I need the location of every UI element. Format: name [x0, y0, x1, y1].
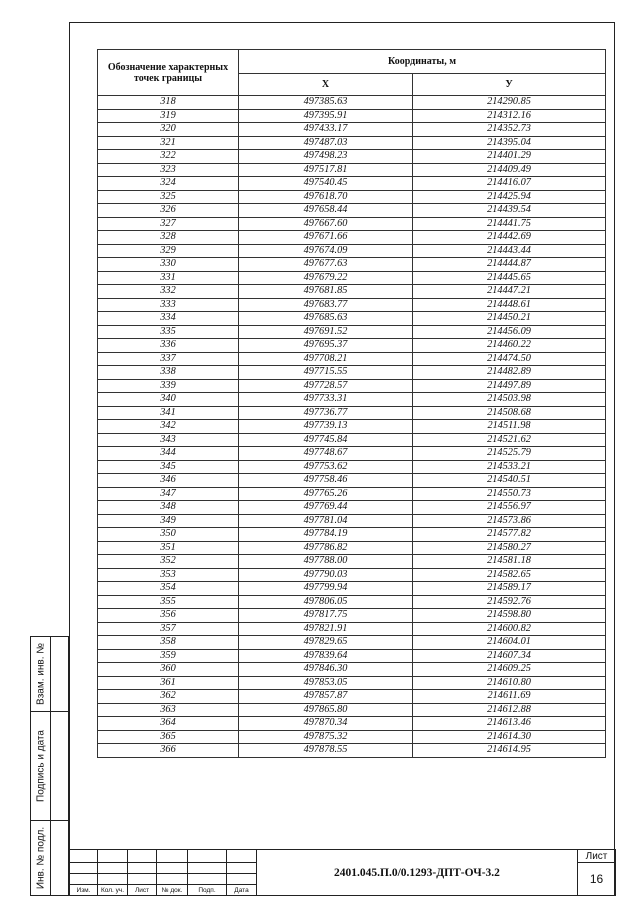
- coord-y: 214525.79: [413, 447, 606, 461]
- coord-y: 214614.95: [413, 744, 606, 758]
- col-n-dok: № док.: [157, 885, 188, 896]
- coord-x: 497790.03: [239, 568, 413, 582]
- table-row: [98, 730, 606, 744]
- point-id: 321: [98, 136, 239, 150]
- coord-y: 214521.62: [413, 433, 606, 447]
- table-row: [98, 541, 606, 555]
- point-id: 346: [98, 474, 239, 488]
- title-block: [69, 849, 616, 896]
- point-id: 363: [98, 703, 239, 717]
- table-row: [98, 420, 606, 434]
- coord-y: 214589.17: [413, 582, 606, 596]
- point-id: 338: [98, 366, 239, 380]
- point-id: 347: [98, 487, 239, 501]
- point-id: 342: [98, 420, 239, 434]
- col-podp: Подп.: [188, 885, 227, 896]
- coordinates-table: [97, 49, 606, 758]
- col-izm: Изм.: [70, 885, 98, 896]
- point-id: 352: [98, 555, 239, 569]
- coord-x: 497395.91: [239, 109, 413, 123]
- coord-y: 214540.51: [413, 474, 606, 488]
- table-row: [98, 649, 606, 663]
- coord-y: 214508.68: [413, 406, 606, 420]
- coord-y: 214482.89: [413, 366, 606, 380]
- point-id: 349: [98, 514, 239, 528]
- document-code: 2401.045.П.0/0.1293-ДПТ-ОЧ-3.2: [257, 850, 578, 896]
- stamp-inv-original-label: Инв. № подл.: [35, 826, 46, 890]
- coord-x: 497728.57: [239, 379, 413, 393]
- coord-x: 497829.65: [239, 636, 413, 650]
- header-coordinates: Координаты, м: [239, 50, 606, 74]
- point-id: 353: [98, 568, 239, 582]
- point-id: 329: [98, 244, 239, 258]
- point-id: 341: [98, 406, 239, 420]
- point-id: 333: [98, 298, 239, 312]
- coord-y: 214604.01: [413, 636, 606, 650]
- coord-x: 497736.77: [239, 406, 413, 420]
- coord-y: 214416.07: [413, 177, 606, 191]
- stamp-inv-original-value: [51, 821, 68, 895]
- point-id: 340: [98, 393, 239, 407]
- coordinates-body: [98, 96, 606, 758]
- coord-x: 497769.44: [239, 501, 413, 515]
- coord-x: 497821.91: [239, 622, 413, 636]
- coord-x: 497695.37: [239, 339, 413, 353]
- col-data: Дата: [227, 885, 257, 896]
- sheet-label: Лист: [578, 850, 616, 863]
- coord-y: 214395.04: [413, 136, 606, 150]
- table-row: [98, 501, 606, 515]
- point-id: 355: [98, 595, 239, 609]
- point-id: 328: [98, 231, 239, 245]
- coord-y: 214439.54: [413, 204, 606, 218]
- point-id: 354: [98, 582, 239, 596]
- table-row: [98, 325, 606, 339]
- table-row: [98, 460, 606, 474]
- coord-x: 497806.05: [239, 595, 413, 609]
- table-row: [98, 447, 606, 461]
- header-point-designation: Обозначение характерных точек границы: [98, 50, 239, 96]
- coord-x: 497733.31: [239, 393, 413, 407]
- point-id: 318: [98, 96, 239, 110]
- coord-x: 497715.55: [239, 366, 413, 380]
- coord-x: 497685.63: [239, 312, 413, 326]
- coord-x: 497839.64: [239, 649, 413, 663]
- point-id: 360: [98, 663, 239, 677]
- table-row: [98, 393, 606, 407]
- table-row: [98, 366, 606, 380]
- table-row: [98, 271, 606, 285]
- point-id: 320: [98, 123, 239, 137]
- point-id: 356: [98, 609, 239, 623]
- coord-x: 497674.09: [239, 244, 413, 258]
- coord-x: 497817.75: [239, 609, 413, 623]
- table-row: [98, 609, 606, 623]
- coord-y: 214580.27: [413, 541, 606, 555]
- table-row: [98, 555, 606, 569]
- coord-y: 214582.65: [413, 568, 606, 582]
- point-id: 358: [98, 636, 239, 650]
- coord-x: 497875.32: [239, 730, 413, 744]
- coord-y: 214614.30: [413, 730, 606, 744]
- coord-y: 214425.94: [413, 190, 606, 204]
- table-row: [98, 190, 606, 204]
- coord-x: 497385.63: [239, 96, 413, 110]
- coord-y: 214609.25: [413, 663, 606, 677]
- coord-x: 497618.70: [239, 190, 413, 204]
- point-id: 339: [98, 379, 239, 393]
- table-row: [98, 433, 606, 447]
- table-row: [98, 528, 606, 542]
- stamp-signature-date-label: Подпись и дата: [35, 730, 46, 802]
- coord-y: 214448.61: [413, 298, 606, 312]
- coord-x: 497677.63: [239, 258, 413, 272]
- table-row: [98, 379, 606, 393]
- table-row: [98, 622, 606, 636]
- coord-y: 214290.85: [413, 96, 606, 110]
- point-id: 366: [98, 744, 239, 758]
- point-id: 335: [98, 325, 239, 339]
- coord-x: 497857.87: [239, 690, 413, 704]
- table-row: [98, 204, 606, 218]
- table-row: [98, 217, 606, 231]
- coord-y: 214503.98: [413, 393, 606, 407]
- table-row: [98, 676, 606, 690]
- coord-x: 497784.19: [239, 528, 413, 542]
- header-y: У: [413, 74, 606, 96]
- coord-y: 214598.80: [413, 609, 606, 623]
- coord-x: 497708.21: [239, 352, 413, 366]
- coord-y: 214612.88: [413, 703, 606, 717]
- point-id: 331: [98, 271, 239, 285]
- point-id: 351: [98, 541, 239, 555]
- coord-x: 497799.94: [239, 582, 413, 596]
- table-row: [98, 690, 606, 704]
- sheet-number: 16: [578, 863, 616, 896]
- point-id: 345: [98, 460, 239, 474]
- coord-y: 214442.69: [413, 231, 606, 245]
- coord-x: 497683.77: [239, 298, 413, 312]
- coord-y: 214550.73: [413, 487, 606, 501]
- coord-y: 214441.75: [413, 217, 606, 231]
- coord-y: 214533.21: [413, 460, 606, 474]
- point-id: 361: [98, 676, 239, 690]
- coord-x: 497679.22: [239, 271, 413, 285]
- point-id: 319: [98, 109, 239, 123]
- stamp-inv-original: [30, 820, 69, 896]
- coord-x: 497865.80: [239, 703, 413, 717]
- coord-x: 497748.67: [239, 447, 413, 461]
- coord-x: 497540.45: [239, 177, 413, 191]
- coord-x: 497870.34: [239, 717, 413, 731]
- coord-y: 214474.50: [413, 352, 606, 366]
- point-id: 336: [98, 339, 239, 353]
- coord-y: 214497.89: [413, 379, 606, 393]
- coord-x: 497788.00: [239, 555, 413, 569]
- coord-y: 214581.18: [413, 555, 606, 569]
- coord-y: 214450.21: [413, 312, 606, 326]
- table-row: [98, 487, 606, 501]
- col-list: Лист: [128, 885, 157, 896]
- coord-y: 214610.80: [413, 676, 606, 690]
- table-row: [98, 744, 606, 758]
- point-id: 343: [98, 433, 239, 447]
- coord-x: 497691.52: [239, 325, 413, 339]
- point-id: 357: [98, 622, 239, 636]
- table-row: [98, 514, 606, 528]
- coord-x: 497658.44: [239, 204, 413, 218]
- coord-x: 497846.30: [239, 663, 413, 677]
- point-id: 332: [98, 285, 239, 299]
- coord-x: 497517.81: [239, 163, 413, 177]
- stamp-signature-date: [30, 711, 69, 821]
- coord-x: 497433.17: [239, 123, 413, 137]
- table-row: [98, 582, 606, 596]
- table-row: [98, 136, 606, 150]
- table-row: [98, 636, 606, 650]
- point-id: 327: [98, 217, 239, 231]
- coord-x: 497758.46: [239, 474, 413, 488]
- table-row: [98, 352, 606, 366]
- col-kol-uch: Кол. уч.: [98, 885, 128, 896]
- coord-y: 214445.65: [413, 271, 606, 285]
- stamp-signature-date-value: [51, 712, 68, 820]
- table-row: [98, 663, 606, 677]
- coord-y: 214447.21: [413, 285, 606, 299]
- point-id: 337: [98, 352, 239, 366]
- table-row: [98, 244, 606, 258]
- table-row: [98, 150, 606, 164]
- coord-y: 214444.87: [413, 258, 606, 272]
- table-row: [98, 109, 606, 123]
- table-row: [98, 595, 606, 609]
- coord-x: 497739.13: [239, 420, 413, 434]
- coord-y: 214460.22: [413, 339, 606, 353]
- point-id: 323: [98, 163, 239, 177]
- coord-x: 497765.26: [239, 487, 413, 501]
- coord-y: 214556.97: [413, 501, 606, 515]
- coord-y: 214577.82: [413, 528, 606, 542]
- point-id: 322: [98, 150, 239, 164]
- point-id: 359: [98, 649, 239, 663]
- coord-y: 214401.29: [413, 150, 606, 164]
- table-row: [98, 717, 606, 731]
- point-id: 344: [98, 447, 239, 461]
- coord-x: 497745.84: [239, 433, 413, 447]
- table-row: [98, 258, 606, 272]
- coord-y: 214611.69: [413, 690, 606, 704]
- coord-x: 497681.85: [239, 285, 413, 299]
- point-id: 326: [98, 204, 239, 218]
- table-row: [98, 568, 606, 582]
- coord-x: 497753.62: [239, 460, 413, 474]
- table-row: [98, 298, 606, 312]
- table-row: [98, 96, 606, 110]
- coord-y: 214511.98: [413, 420, 606, 434]
- coord-y: 214456.09: [413, 325, 606, 339]
- coord-x: 497786.82: [239, 541, 413, 555]
- coord-y: 214600.82: [413, 622, 606, 636]
- coord-x: 497671.66: [239, 231, 413, 245]
- coord-x: 497878.55: [239, 744, 413, 758]
- table-row: [98, 285, 606, 299]
- coord-y: 214607.34: [413, 649, 606, 663]
- coord-x: 497498.23: [239, 150, 413, 164]
- table-row: [98, 123, 606, 137]
- coord-x: 497667.60: [239, 217, 413, 231]
- point-id: 348: [98, 501, 239, 515]
- coord-y: 214409.49: [413, 163, 606, 177]
- table-row: [98, 474, 606, 488]
- coord-x: 497781.04: [239, 514, 413, 528]
- table-row: [98, 703, 606, 717]
- point-id: 364: [98, 717, 239, 731]
- table-row: [98, 339, 606, 353]
- stamp-vzam-inv: [30, 636, 69, 712]
- point-id: 350: [98, 528, 239, 542]
- coord-y: 214312.16: [413, 109, 606, 123]
- stamp-vzam-inv-label: Взам. инв. №: [35, 643, 46, 705]
- point-id: 362: [98, 690, 239, 704]
- coord-y: 214613.46: [413, 717, 606, 731]
- table-row: [98, 406, 606, 420]
- point-id: 324: [98, 177, 239, 191]
- point-id: 330: [98, 258, 239, 272]
- point-id: 325: [98, 190, 239, 204]
- coord-y: 214352.73: [413, 123, 606, 137]
- table-row: [98, 312, 606, 326]
- table-row: [98, 163, 606, 177]
- coord-x: 497487.03: [239, 136, 413, 150]
- header-x: X: [239, 74, 413, 96]
- coord-x: 497853.05: [239, 676, 413, 690]
- coord-y: 214443.44: [413, 244, 606, 258]
- coord-y: 214592.76: [413, 595, 606, 609]
- table-row: [98, 231, 606, 245]
- point-id: 365: [98, 730, 239, 744]
- point-id: 334: [98, 312, 239, 326]
- coord-y: 214573.86: [413, 514, 606, 528]
- table-row: [98, 177, 606, 191]
- stamp-vzam-inv-value: [51, 637, 68, 711]
